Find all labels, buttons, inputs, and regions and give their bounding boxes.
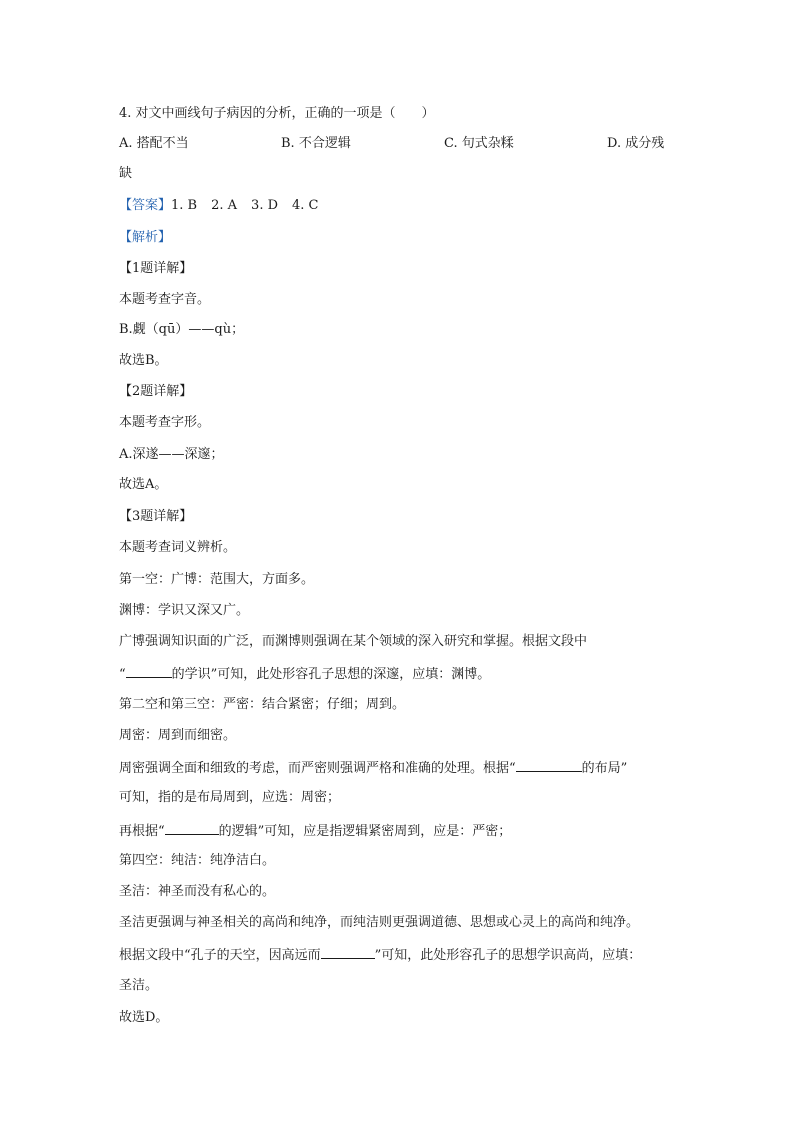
q2-line-3: 故选A。: [119, 477, 168, 492]
q3-line-16: 故选D。: [119, 1010, 169, 1025]
q3-line-6: 第二空和第三空：严密：结合紧密；仔细；周到。: [119, 697, 406, 712]
q3-line-10: 再根据“ 的逻辑”可知，应是指逻辑紧密周到，应是：严密；: [119, 824, 512, 839]
question-4-options: [119, 136, 679, 152]
fill-blank-1: [126, 665, 172, 678]
fill-blank-3: [165, 822, 219, 835]
q3-line-3: 渊博：学识又深又广。: [119, 603, 250, 618]
q3-line-7: 周密：周到而细密。: [119, 728, 237, 743]
q1-line-2: B.觑（qū）——qù；: [119, 322, 245, 337]
q3-line-15: 圣洁。: [119, 978, 159, 993]
q3-line-2: 第一空：广博：范围大，方面多。: [119, 572, 315, 587]
q3-line-5: “ 的学识”可知，此处形容孔子思想的深邃，应填：渊博。: [119, 667, 491, 682]
q2-line-1: 本题考查字形。: [119, 415, 211, 430]
option-b: B. 不合逻辑: [281, 136, 351, 151]
q3-line-4: 广博强调知识面的广泛，而渊博则强调在某个领域的深入研究和掌握。根据文段中: [119, 634, 588, 649]
answer-2: 2. A: [211, 198, 238, 213]
fill-blank-2: [516, 759, 582, 772]
answer-1: 1. B: [171, 198, 198, 213]
q3-line-9: 可知，指的是布局周到，应选：周密；: [119, 790, 341, 805]
q1-line-1: 本题考查字音。: [119, 292, 211, 307]
question-4-stem: 4. 对文中画线句子病因的分析，正确的一项是（ ）: [119, 106, 435, 121]
q3-line-14: 根据文段中“孔子的天空，因高远而 ”可知，此处形容孔子的思想学识高尚，应填：: [119, 948, 642, 963]
q3-line-12: 圣洁：神圣而没有私心的。: [119, 884, 276, 899]
analysis-tag: 【解析】: [119, 230, 172, 245]
q3-heading: 【3题详解】: [119, 509, 193, 524]
q1-line-3: 故选B。: [119, 353, 168, 368]
q3-line-11: 第四空：纯洁：纯净洁白。: [119, 853, 276, 868]
q3-line-8: 周密强调全面和细致的考虑，而严密则强调严格和准确的处理。根据“ 的布局”: [119, 761, 628, 776]
fill-blank-4: [321, 946, 375, 959]
option-c: C. 句式杂糅: [444, 136, 514, 151]
answer-line: [119, 198, 319, 214]
answer-tag: 【答案】: [119, 198, 172, 213]
q2-line-2: A.深遂——深邃；: [119, 447, 224, 462]
option-d: D. 成分残: [607, 136, 665, 151]
answer-3: 3. D: [251, 198, 279, 213]
option-d-wrap: 缺: [119, 166, 133, 181]
q1-heading: 【1题详解】: [119, 261, 193, 276]
q3-line-1: 本题考查词义辨析。: [119, 540, 237, 555]
q2-heading: 【2题详解】: [119, 384, 193, 399]
answer-4: 4. C: [292, 198, 319, 213]
option-a: A. 搭配不当: [119, 136, 189, 151]
q3-line-13: 圣洁更强调与神圣相关的高尚和纯净，而纯洁则更强调道德、思想或心灵上的高尚和纯净。: [119, 915, 640, 930]
